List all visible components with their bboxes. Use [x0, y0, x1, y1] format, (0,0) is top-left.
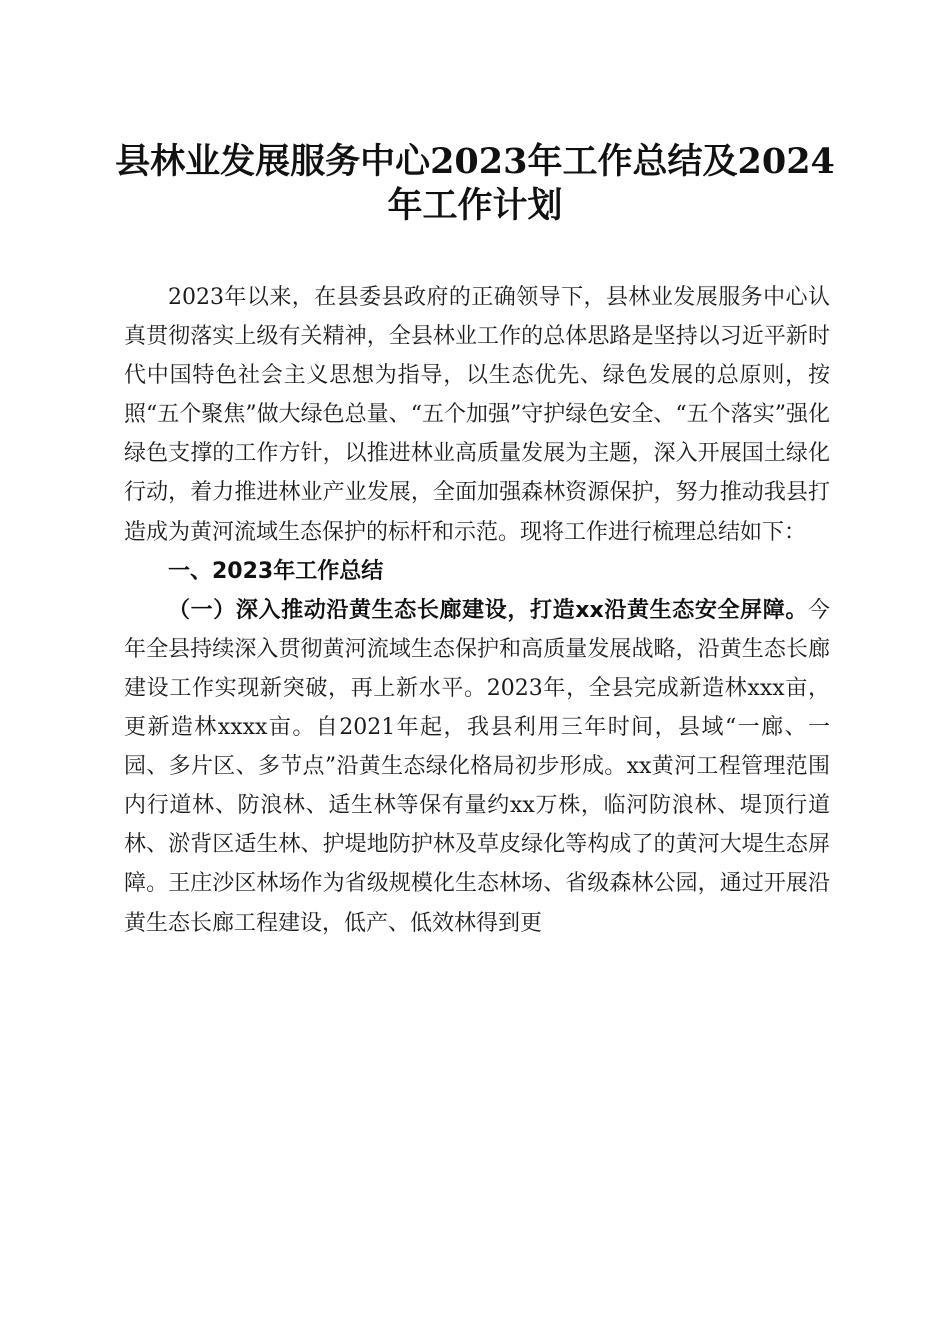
- section-heading: 一、2023年工作总结: [168, 558, 384, 584]
- subsection-paragraph: [124, 591, 830, 943]
- document-body: [124, 278, 830, 943]
- subsection-heading: （一）深入推动沿黄生态长廊建设，打造xx沿黄生态安全屏障。: [168, 597, 808, 623]
- document-title-line-1: 县林业发展服务中心2023年工作总结及2024: [115, 141, 835, 182]
- subsection-body: 今年全县持续深入贯彻黄河流域生态保护和高质量发展战略，沿黄生态长廊建设工作实现新突破，再上新水平。2023年，全县完成新造林xxx亩，更新造林xxxx亩。自2021年起，我县利用三年时间，县域“一廊、一园、多片区、多节点”沿黄生态绿化格局初步形成。xx黄河工程管理范围内行道林、防浪林、适生林等保有量约xx万株，临河防浪林、堤顶行道林、淤背区适生林、护堤地防护林及草皮绿化等构成了的黄河大堤生态屏障。王庄沙区林场作为省级规模化生态林场、省级森林公园，通过开展沿黄生态长廊工程建设，低产、低效林得到更: [124, 597, 830, 936]
- document-title-line-2: 年工作计划: [387, 185, 563, 226]
- intro-paragraph: 2023年以来，在县委县政府的正确领导下，县林业发展服务中心认真贯彻落实上级有关精神，全县林业工作的总体思路是坚持以习近平新时代中国特色社会主义思想为指导，以生态优先、绿色发展的总原则，按照“五个聚焦”做大绿色总量、“五个加强”守护绿色安全、“五个落实”强化绿色支撑的工作方针，以推进林业高质量发展为主题，深入开展国土绿化行动，着力推进林业产业发展，全面加强森林资源保护，努力推动我县打造成为黄河流域生态保护的标杆和示范。现将工作进行梳理总结如下：: [124, 285, 830, 545]
